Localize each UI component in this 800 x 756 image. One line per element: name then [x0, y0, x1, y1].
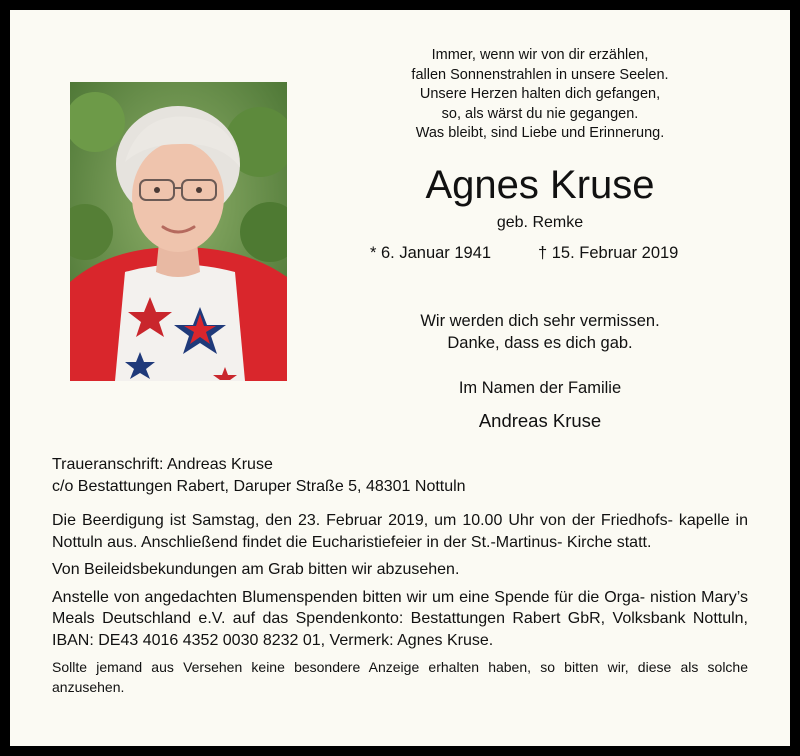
farewell-message: [310, 310, 770, 354]
condolences-paragraph: Von Beileidsbekundungen am Grab bitten wir abzusehen.: [52, 561, 460, 578]
donation-paragraph: Anstelle von angedachten Blumenspenden bitten wir um eine Spende für die Orga- nistion Mary’s Meals Deutschland e.V. auf das Spendenkonto: Bestattungen Rabert GbR, Volksbank Nottuln, IBAN: DE43 4016 4352 0030 8232 01, Vermerk: Agnes Kruse.: [52, 588, 748, 649]
poem-line: fallen Sonnenstrahlen in unsere Seelen.: [411, 66, 669, 83]
mourning-address: [52, 454, 466, 498]
farewell-line: Wir werden dich sehr vermissen.: [420, 312, 660, 330]
funeral-paragraph: Die Beerdigung ist Samstag, den 23. Februar 2019, um 10.00 Uhr von der Friedhofs- kapelle in Nottuln aus. Anschließend findet die Eucharistiefeier in der St.-Martinus- Kirche statt.: [52, 512, 748, 551]
birth-name: geb. Remke: [496, 214, 584, 231]
poem-line: Immer, wenn wir von dir erzählen,: [431, 47, 649, 63]
address-line: c/o Bestattungen Rabert, Daruper Straße 5, 48301 Nottuln: [52, 478, 466, 495]
obituary-card: [10, 10, 790, 746]
poem-line: Was bleibt, sind Liebe und Erinnerung.: [415, 125, 665, 141]
signer-name: Andreas Kruse: [478, 410, 602, 431]
memorial-poem: [350, 46, 730, 144]
deceased-name: Agnes Kruse: [425, 163, 655, 207]
family-label: Im Namen der Familie: [458, 379, 622, 397]
poem-line: Unsere Herzen halten dich gefangen,: [419, 86, 661, 102]
funeral-details: [52, 510, 748, 703]
birth-date: * 6. Januar 1941: [370, 244, 492, 262]
notice-paragraph: Sollte jemand aus Versehen keine besondere Anzeige erhalten haben, so bitten wir, diese als solche anzusehen.: [52, 659, 748, 695]
portrait-photo: [70, 82, 287, 381]
death-date: † 15. Februar 2019: [538, 244, 679, 262]
address-line: Traueranschrift: Andreas Kruse: [52, 456, 273, 473]
poem-line: so, als wärst du nie gegangen.: [441, 105, 639, 122]
farewell-line: Danke, dass es dich gab.: [447, 334, 633, 352]
